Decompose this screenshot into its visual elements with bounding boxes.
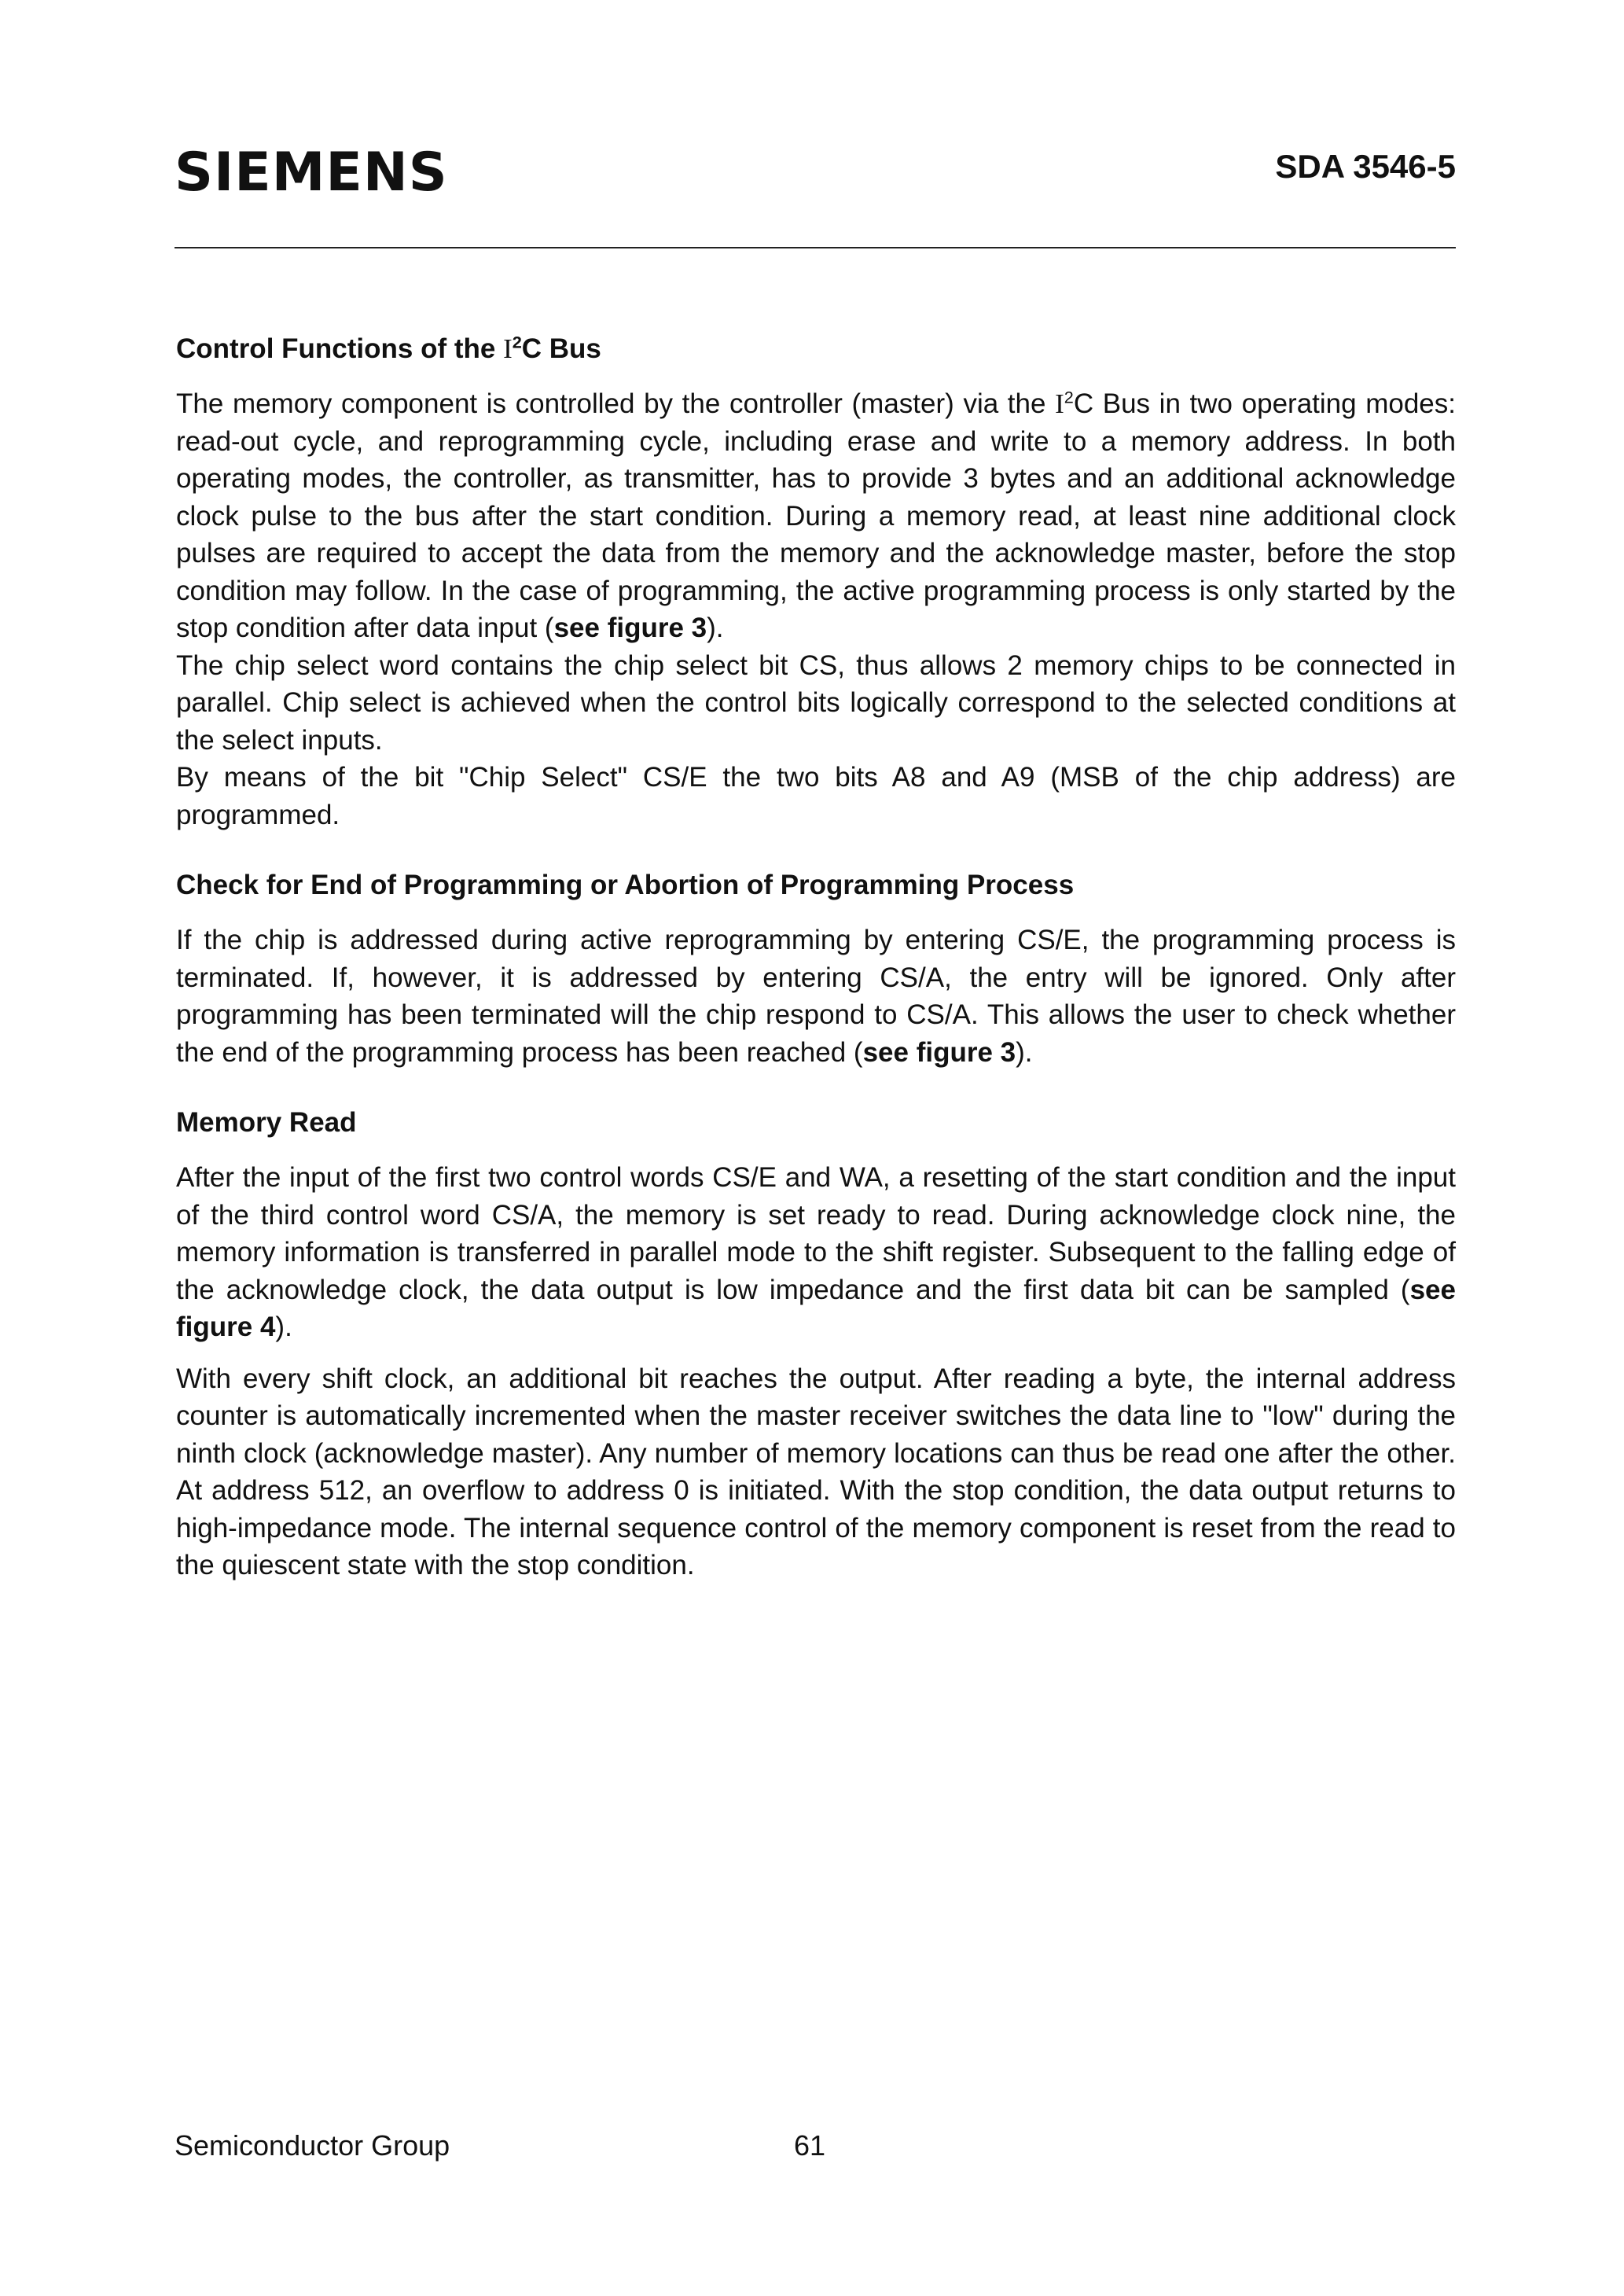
brand-logo: SIEMENS (175, 142, 448, 204)
superscript: 2 (1064, 387, 1074, 407)
figure-reference: see figure 3 (862, 1036, 1016, 1068)
paragraph: With every shift clock, an additional bit reaches the output. After reading a byte, the internal address counter is automatically incremented when the master receiver switches the data line to "low" during the ninth clock (acknowledge master). Any number of memory locations can thus be read one after the other. At address 512, an overflow to address 0 is initiated. With the stop condition, the data output returns to high-impedance mode. The internal sequence control of the memory component is reset from the read to the quiescent state with the stop condition. (176, 1363, 1456, 1580)
paragraph: The chip select word contains the chip select bit CS, thus allows 2 memory chips to be connected in parallel. Chip select is achieved when the control bits logically correspond to the selected conditions at the select inputs. (176, 649, 1456, 756)
section-heading: Memory Read (176, 1107, 357, 1138)
heading-text-end: C Bus (521, 333, 601, 364)
heading-text: Control Functions of the (176, 333, 504, 364)
header-divider (175, 247, 1456, 248)
paragraph: By means of the bit "Chip Select" CS/E the two bits A8 and A9 (MSB of the chip address) are programmed. (176, 762, 1456, 830)
heading-superscript: 2 (512, 332, 522, 352)
section-check-end-programming (176, 867, 1456, 1071)
section-heading (176, 330, 1456, 368)
paragraph-text: If the chip is addressed during active reprogramming by entering CS/E, the programming process is terminated. If, however, it is addressed by entering CS/A, the entry will be ignored. Only after programming has been terminated will the chip respond to CS/A. This allows the user to check whether the end of the programming process has been reached ( (176, 925, 1456, 1068)
i-glyph: I (1055, 388, 1064, 419)
figure-reference: see figure 3 (553, 613, 707, 643)
page-header (175, 118, 1456, 236)
paragraph-text-end: ). (275, 1312, 292, 1342)
paragraph-text-cont: C Bus in two operating modes: read-out cycle, and reprogramming cycle, including erase and write to a memory address. In both operating modes, the controller, as transmitter, has to provide 3 bytes and an additional acknowledge clock pulse to the bus after the start condition. During a memory read, at least nine additional clock pulses are required to accept the data from the memory and the acknowledge master, before the stop condition may follow. In the case of programming, the active programming process is only started by the stop condition after data input ( (176, 388, 1456, 643)
spacer (176, 833, 1456, 867)
section-memory-read (176, 1104, 1456, 1584)
paragraph-text: The memory component is controlled by the controller (master) via the (176, 388, 1056, 419)
paragraph-text-end: ). (1016, 1036, 1033, 1068)
footer-publisher: Semiconductor Group (175, 2129, 450, 2162)
section-control-functions (176, 330, 1456, 833)
spacer (176, 1071, 1456, 1104)
spacer (176, 1346, 1456, 1360)
paragraph (176, 922, 1456, 1071)
main-content (176, 330, 1456, 1584)
section-heading: Check for End of Programming or Abortion of Programming Process (176, 870, 1075, 900)
paragraph-text: After the input of the first two control words CS/E and WA, a resetting of the start condition and the input of the third control word CS/A, the memory is set ready to read. During acknowledge clock nine, the memory information is transferred in parallel mode to the shift register. Subsequent to the falling edge of the acknowledge clock, the data output is low impedance and the first data bit can be sampled ( (176, 1162, 1456, 1305)
heading-i-glyph: I (503, 333, 513, 364)
figure-reference: see figure 4 (176, 1274, 1456, 1342)
paragraph-text-end: ). (707, 613, 724, 643)
document-id: SDA 3546-5 (1275, 148, 1456, 185)
paragraph (176, 1159, 1456, 1346)
page-number: 61 (794, 2129, 826, 2162)
paragraph (176, 385, 1456, 647)
